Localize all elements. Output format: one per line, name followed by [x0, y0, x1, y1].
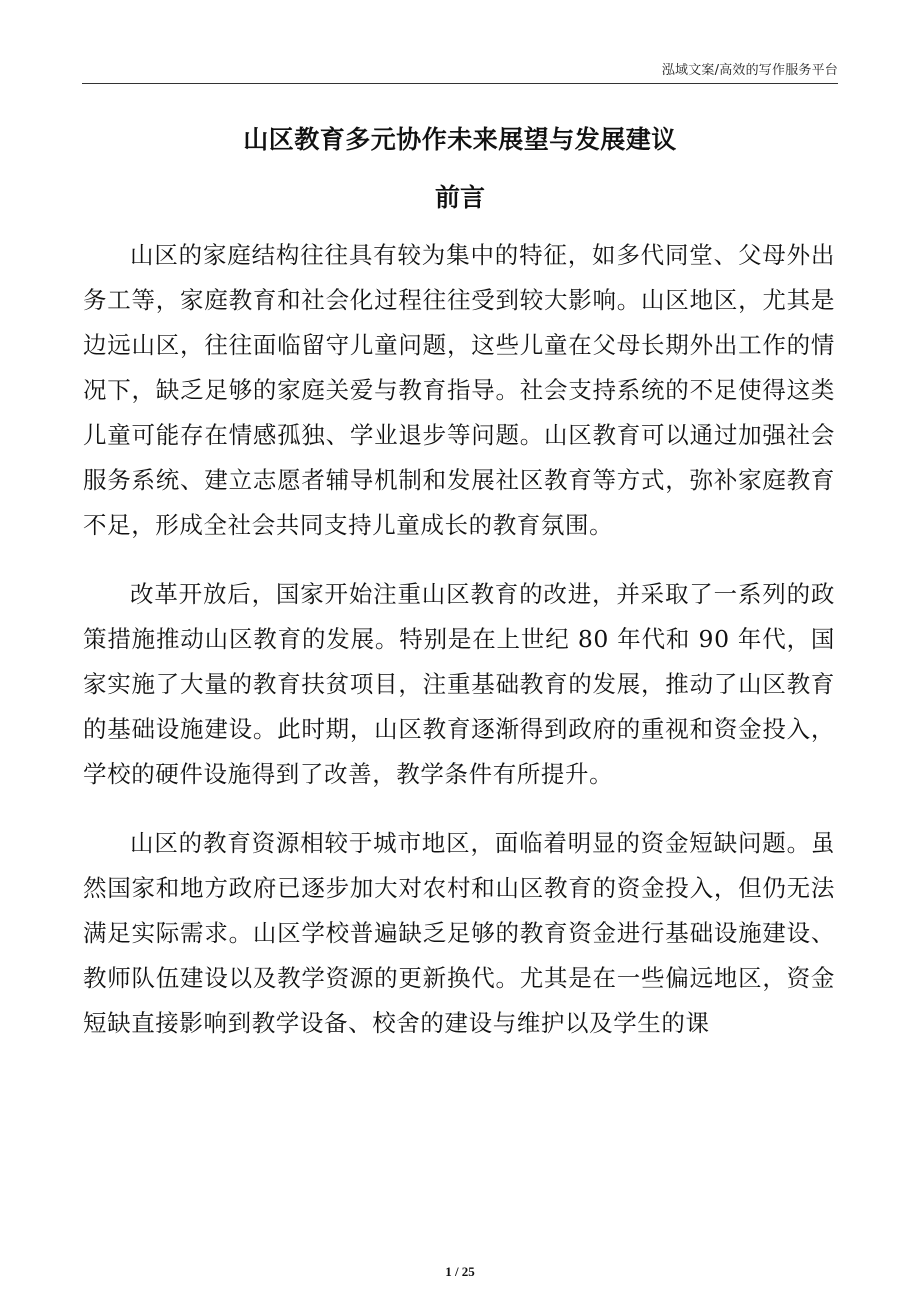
header-divider [82, 83, 838, 84]
header-brand-text: 泓域文案/高效的写作服务平台 [661, 63, 838, 78]
section-heading: 前言 [434, 183, 485, 212]
paragraph: 改革开放后，国家开始注重山区教育的改进，并采取了一系列的政策措施推动山区教育的发展。特别是在上世纪 80 年代和 90 年代，国家实施了大量的教育扶贫项目，注重基础教育的发展，推动了山区教育的基础设施建设。此时期，山区教育逐渐得到政府的重视和资金投入，学校的硬件设施得到了改善，教学条件有所提升。 [83, 580, 835, 788]
document-body [83, 233, 835, 1070]
paragraph: 山区的教育资源相较于城市地区，面临着明显的资金短缺问题。虽然国家和地方政府已逐步加大对农村和山区教育的资金投入，但仍无法满足实际需求。山区学校普遍缺乏足够的教育资金进行基础设施建设、教师队伍建设以及教学资源的更新换代。尤其是在一些偏远地区，资金短缺直接影响到教学设备、校舍的建设与维护以及学生的课 [83, 829, 835, 1037]
page-number: 1 / 25 [445, 1264, 475, 1279]
document-title: 山区教育多元协作未来展望与发展建议 [243, 125, 677, 154]
paragraph: 山区的家庭结构往往具有较为集中的特征，如多代同堂、父母外出务工等，家庭教育和社会化过程往往受到较大影响。山区地区，尤其是边远山区，往往面临留守儿童问题，这些儿童在父母长期外出工作的情况下，缺乏足够的家庭关爱与教育指导。社会支持系统的不足使得这类儿童可能存在情感孤独、学业退步等问题。山区教育可以通过加强社会服务系统、建立志愿者辅导机制和发展社区教育等方式，弥补家庭教育不足，形成全社会共同支持儿童成长的教育氛围。 [83, 241, 835, 539]
